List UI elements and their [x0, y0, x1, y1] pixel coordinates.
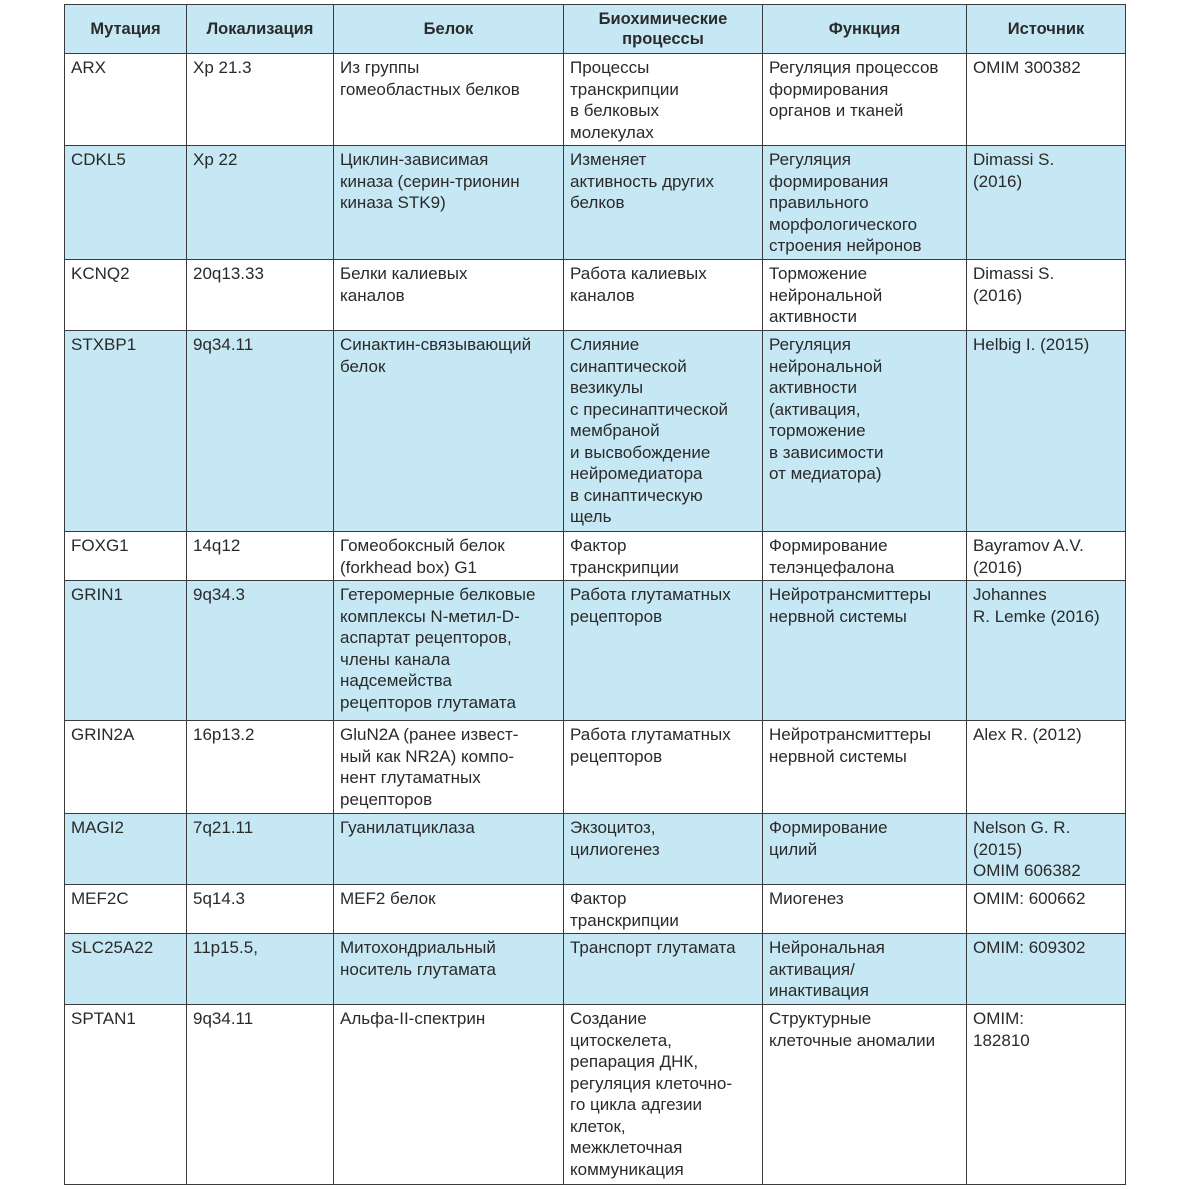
- cell-source: [967, 934, 1126, 1005]
- header-function: Функция: [763, 5, 967, 54]
- cell-source: [967, 885, 1126, 934]
- cell-protein: [334, 814, 564, 885]
- cell-text: 16p13.2: [193, 725, 255, 744]
- cell-text: Регуляция нейрональной активности (активация, торможение в зависимости от медиатора): [769, 335, 884, 483]
- cell-text: Xp 21.3: [193, 58, 252, 77]
- gene-mutation-table: [64, 4, 1126, 1185]
- cell-text: Создание цитоскелета, репарация ДНК, регуляция клеточно- го цикла адгезии клеток, межклеточная коммуникация: [570, 1009, 732, 1179]
- cell-text: 5q14.3: [193, 889, 245, 908]
- cell-text: OMIM: 600662: [973, 889, 1086, 908]
- cell-text: ARX: [71, 58, 106, 77]
- cell-localization: [187, 1005, 334, 1185]
- cell-text: Нейрональная активация/ инактивация: [769, 938, 885, 1000]
- cell-source: [967, 54, 1126, 146]
- cell-function: [763, 532, 967, 581]
- cell-biochemical-processes: [564, 885, 763, 934]
- cell-protein: [334, 331, 564, 532]
- table-header: [65, 5, 1126, 54]
- cell-biochemical-processes: [564, 934, 763, 1005]
- cell-localization: [187, 934, 334, 1005]
- cell-text: SPTAN1: [71, 1009, 136, 1028]
- cell-text: FOXG1: [71, 536, 129, 555]
- cell-function: [763, 934, 967, 1005]
- cell-text: OMIM: 609302: [973, 938, 1086, 957]
- cell-protein: [334, 721, 564, 814]
- table-row: [65, 814, 1126, 885]
- cell-localization: [187, 721, 334, 814]
- cell-text: Работа калиевых каналов: [570, 264, 707, 305]
- table-row: [65, 934, 1126, 1005]
- header-biochemical-processes: Биохимические процессы: [564, 5, 763, 54]
- cell-text: 9q34.11: [193, 1009, 254, 1028]
- cell-text: Синактин-связывающий белок: [340, 335, 532, 376]
- cell-source: [967, 581, 1126, 721]
- cell-text: KCNQ2: [71, 264, 130, 283]
- table-row: [65, 331, 1126, 532]
- cell-text: GRIN1: [71, 585, 123, 604]
- cell-text: Фактор транскрипции: [570, 536, 679, 577]
- table-row: [65, 532, 1126, 581]
- cell-source: [967, 721, 1126, 814]
- cell-text: GluN2A (ранее извест- ный как NR2A) компо- нент глутаматных рецепторов: [340, 725, 519, 809]
- cell-biochemical-processes: [564, 146, 763, 260]
- cell-text: MAGI2: [71, 818, 124, 837]
- cell-text: Нейротрансмиттеры нервной системы: [769, 585, 932, 626]
- cell-biochemical-processes: [564, 814, 763, 885]
- cell-text: OMIM: 182810: [973, 1009, 1030, 1050]
- cell-function: [763, 260, 967, 331]
- cell-text: Johannes R. Lemke (2016): [973, 585, 1100, 626]
- cell-text: Регуляция формирования правильного морфологического строения нейронов: [769, 150, 922, 255]
- cell-text: 9q34.3: [193, 585, 245, 604]
- cell-mutation: [65, 54, 187, 146]
- cell-text: Гетеромерные белковые комплексы N-метил-D- аспартат рецепторов, члены канала надсемейства рецепторов глутамата: [340, 585, 536, 712]
- header-row: [65, 5, 1126, 54]
- cell-protein: [334, 885, 564, 934]
- cell-text: Из группы гомеобластных белков: [340, 58, 520, 99]
- table-body: [65, 54, 1126, 1185]
- cell-text: Xp 22: [193, 150, 238, 169]
- cell-function: [763, 581, 967, 721]
- cell-source: [967, 1005, 1126, 1185]
- cell-protein: [334, 1005, 564, 1185]
- table-row: [65, 581, 1126, 721]
- cell-text: 20q13.33: [193, 264, 264, 283]
- cell-text: Белки калиевых каналов: [340, 264, 468, 305]
- cell-text: Изменяет активность других белков: [570, 150, 714, 212]
- cell-text: Фактор транскрипции: [570, 889, 679, 930]
- cell-function: [763, 885, 967, 934]
- cell-biochemical-processes: [564, 581, 763, 721]
- cell-protein: [334, 934, 564, 1005]
- cell-mutation: [65, 814, 187, 885]
- cell-text: Dimassi S. (2016): [973, 264, 1055, 305]
- cell-source: [967, 331, 1126, 532]
- cell-text: CDKL5: [71, 150, 126, 169]
- header-source: Источник: [967, 5, 1126, 54]
- cell-text: GRIN2A: [71, 725, 135, 744]
- cell-mutation: [65, 260, 187, 331]
- cell-text: Bayramov A.V. (2016): [973, 536, 1084, 577]
- cell-function: [763, 814, 967, 885]
- cell-source: [967, 532, 1126, 581]
- table-row: [65, 721, 1126, 814]
- cell-text: Слияние синаптической везикулы с пресинаптической мембраной и высвобождение нейромедиатора в синаптическую щель: [570, 335, 729, 526]
- cell-mutation: [65, 1005, 187, 1185]
- cell-text: Формирование телэнцефалона: [769, 536, 895, 577]
- cell-mutation: [65, 885, 187, 934]
- cell-localization: [187, 146, 334, 260]
- cell-text: Циклин-зависимая киназа (серин-трионин киназа STK9): [340, 150, 520, 212]
- cell-protein: [334, 532, 564, 581]
- cell-text: Работа глутаматных рецепторов: [570, 585, 731, 626]
- cell-text: Структурные клеточные аномалии: [769, 1009, 936, 1050]
- header-protein: Белок: [334, 5, 564, 54]
- cell-text: 7q21.11: [193, 818, 254, 837]
- cell-text: Гуанилатциклаза: [340, 818, 475, 837]
- cell-text: Транспорт глутамата: [570, 938, 736, 957]
- cell-source: [967, 814, 1126, 885]
- cell-localization: [187, 260, 334, 331]
- cell-localization: [187, 814, 334, 885]
- cell-biochemical-processes: [564, 260, 763, 331]
- cell-text: Альфа-II-спектрин: [340, 1009, 486, 1028]
- table-row: [65, 260, 1126, 331]
- cell-mutation: [65, 581, 187, 721]
- cell-text: Гомеобоксный белок (forkhead box) G1: [340, 536, 505, 577]
- cell-protein: [334, 260, 564, 331]
- cell-mutation: [65, 146, 187, 260]
- cell-text: Alex R. (2012): [973, 725, 1082, 744]
- cell-mutation: [65, 532, 187, 581]
- cell-text: Миогенез: [769, 889, 844, 908]
- cell-localization: [187, 331, 334, 532]
- cell-localization: [187, 54, 334, 146]
- cell-source: [967, 146, 1126, 260]
- cell-protein: [334, 146, 564, 260]
- cell-biochemical-processes: [564, 331, 763, 532]
- cell-biochemical-processes: [564, 1005, 763, 1185]
- table-row: [65, 885, 1126, 934]
- cell-mutation: [65, 721, 187, 814]
- cell-text: OMIM 300382: [973, 58, 1081, 77]
- cell-text: Митохондриальный носитель глутамата: [340, 938, 496, 979]
- table-row: [65, 1005, 1126, 1185]
- cell-mutation: [65, 934, 187, 1005]
- cell-text: MEF2C: [71, 889, 129, 908]
- header-localization: Локализация: [187, 5, 334, 54]
- cell-function: [763, 54, 967, 146]
- cell-text: 14q12: [193, 536, 241, 555]
- cell-text: MEF2 белок: [340, 889, 436, 908]
- cell-text: SLC25A22: [71, 938, 154, 957]
- cell-function: [763, 146, 967, 260]
- cell-protein: [334, 581, 564, 721]
- cell-text: Dimassi S. (2016): [973, 150, 1055, 191]
- cell-source: [967, 260, 1126, 331]
- cell-text: 11p15.5,: [193, 938, 258, 957]
- table-row: [65, 146, 1126, 260]
- table-row: [65, 54, 1126, 146]
- cell-function: [763, 331, 967, 532]
- cell-localization: [187, 532, 334, 581]
- cell-text: Nelson G. R. (2015) OMIM 606382: [973, 818, 1081, 880]
- cell-mutation: [65, 331, 187, 532]
- cell-text: Процессы транскрипции в белковых молекулах: [570, 58, 679, 142]
- cell-text: Формирование цилий: [769, 818, 888, 859]
- cell-function: [763, 721, 967, 814]
- header-mutation: Мутация: [65, 5, 187, 54]
- cell-text: Работа глутаматных рецепторов: [570, 725, 731, 766]
- cell-text: STXBP1: [71, 335, 137, 354]
- cell-biochemical-processes: [564, 532, 763, 581]
- cell-biochemical-processes: [564, 721, 763, 814]
- cell-text: Нейротрансмиттеры нервной системы: [769, 725, 932, 766]
- cell-text: Торможение нейрональной активности: [769, 264, 883, 326]
- cell-localization: [187, 885, 334, 934]
- cell-text: 9q34.11: [193, 335, 254, 354]
- cell-text: Helbig I. (2015): [973, 335, 1090, 354]
- cell-localization: [187, 581, 334, 721]
- cell-biochemical-processes: [564, 54, 763, 146]
- cell-function: [763, 1005, 967, 1185]
- cell-text: Регуляция процессов формирования органов и тканей: [769, 58, 939, 120]
- cell-text: Экзоцитоз, цилиогенез: [570, 818, 660, 859]
- cell-protein: [334, 54, 564, 146]
